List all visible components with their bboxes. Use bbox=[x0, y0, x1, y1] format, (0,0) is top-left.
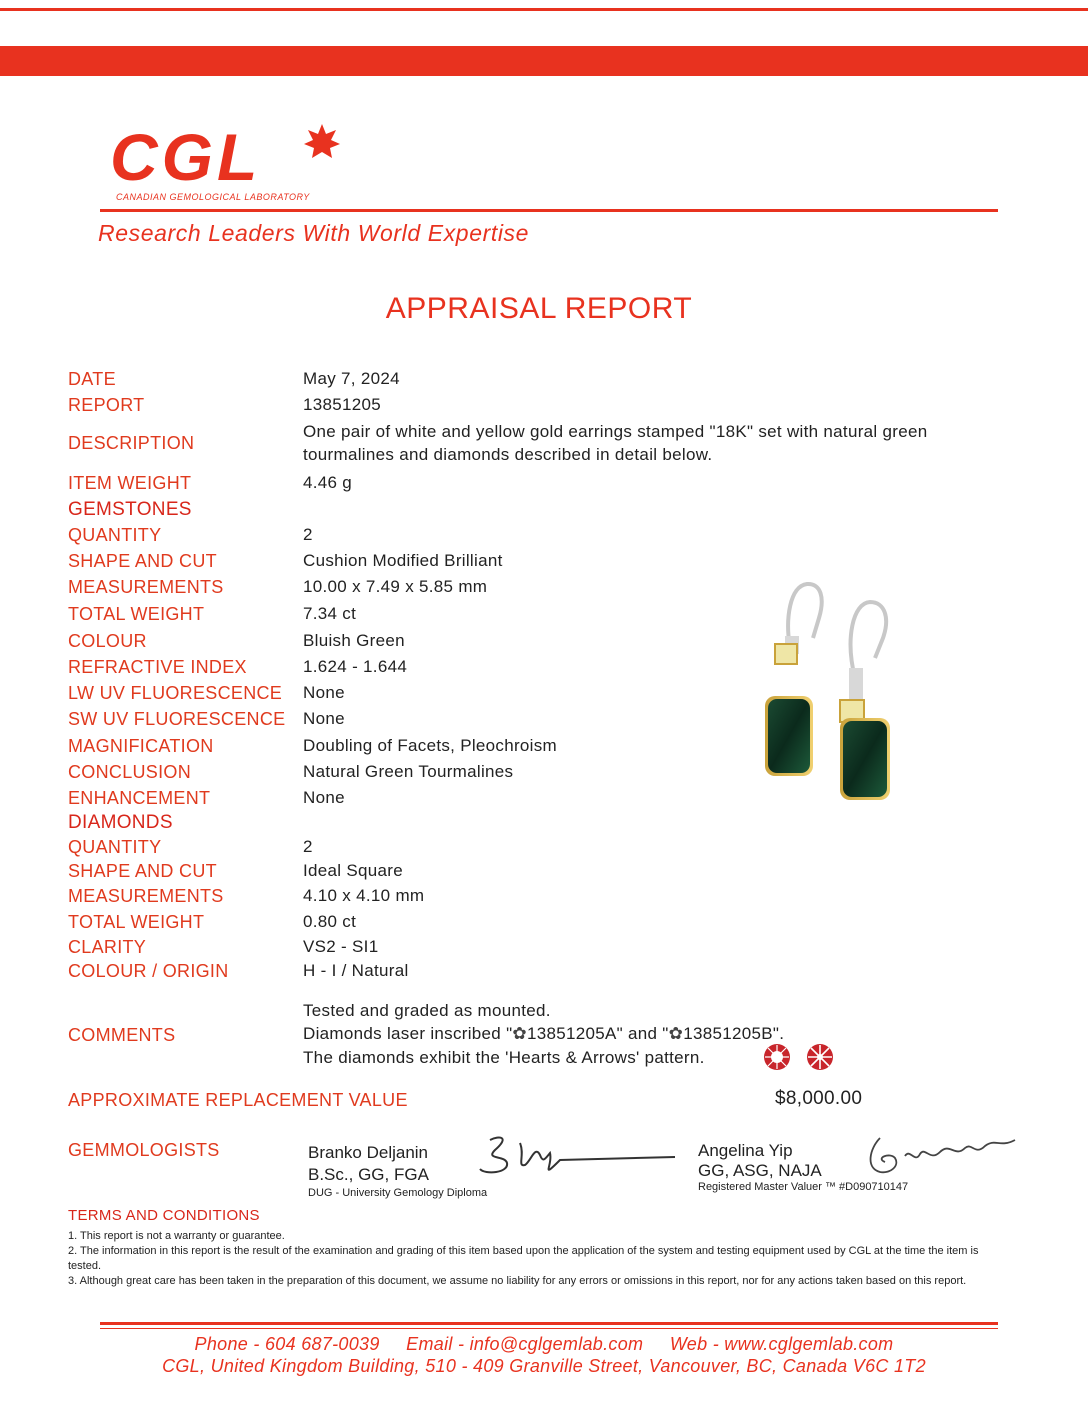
maple-leaf-icon: ✿ bbox=[512, 1024, 527, 1043]
signature-1 bbox=[465, 1125, 680, 1185]
footer-address: CGL, United Kingdom Building, 510 - 409 Granville Street, Vancouver, BC, Canada V6C 1T2 bbox=[162, 1356, 926, 1376]
comments-line-1: Tested and graded as mounted. bbox=[303, 1001, 551, 1020]
tagline: Research Leaders With World Expertise bbox=[98, 220, 530, 246]
terms-item-2: 2. The information in this report is the result of the examination and grading of this item based upon the application of the system and testing equipment used by CGL at the time the item is tested. bbox=[68, 1245, 979, 1272]
gemmologist-2-credentials: GG, ASG, NAJA bbox=[698, 1161, 822, 1180]
valuation-label: APPROXIMATE REPLACEMENT VALUE bbox=[68, 1090, 408, 1110]
gemmologist-2-name: Angelina Yip bbox=[698, 1141, 793, 1160]
comments-line-2 bbox=[303, 1024, 784, 1044]
gem-lwuv-label: LW UV FLUORESCENCE bbox=[68, 683, 283, 703]
inscription-suffix: ". bbox=[772, 1024, 785, 1043]
top-accent-line bbox=[0, 8, 1088, 11]
logo-text: CGL bbox=[110, 120, 262, 194]
footer-rule-bottom bbox=[100, 1328, 998, 1329]
diamonds-heading: DIAMONDS bbox=[68, 812, 173, 833]
dia-measurements-label: MEASUREMENTS bbox=[68, 886, 224, 906]
gem-magnification-value: Doubling of Facets, Pleochroism bbox=[303, 736, 558, 755]
logo-underline bbox=[100, 209, 998, 212]
gem-measurements-label: MEASUREMENTS bbox=[68, 577, 224, 597]
terms-heading: TERMS AND CONDITIONS bbox=[68, 1207, 260, 1224]
gem-measurements-value: 10.00 x 7.49 x 5.85 mm bbox=[303, 577, 488, 596]
item-weight-value: 4.46 g bbox=[303, 473, 353, 492]
gem-magnification-label: MAGNIFICATION bbox=[68, 736, 214, 756]
comments-label: COMMENTS bbox=[68, 1025, 176, 1045]
terms-item-1: 1. This report is not a warranty or guarantee. bbox=[68, 1230, 285, 1242]
gem-quantity-value: 2 bbox=[303, 525, 313, 544]
gem-enhancement-value: None bbox=[303, 788, 345, 807]
dia-clarity-value: VS2 - SI1 bbox=[303, 937, 379, 956]
dia-clarity-label: CLARITY bbox=[68, 937, 147, 957]
top-banner bbox=[0, 46, 1088, 76]
gem-colour-value: Bluish Green bbox=[303, 631, 405, 650]
footer-rule-top bbox=[100, 1322, 998, 1325]
dia-shape-value: Ideal Square bbox=[303, 861, 404, 880]
gem-total-weight-value: 7.34 ct bbox=[303, 604, 357, 623]
arrows-pattern-icon bbox=[807, 1044, 833, 1070]
gem-conclusion-value: Natural Green Tourmalines bbox=[303, 762, 514, 781]
maple-leaf-icon: ✿ bbox=[668, 1024, 684, 1043]
logo-subtitle: CANADIAN GEMOLOGICAL LABORATORY bbox=[116, 192, 310, 202]
inscription-prefix: Diamonds laser inscribed " bbox=[303, 1024, 513, 1043]
item-weight-label: ITEM WEIGHT bbox=[68, 473, 192, 493]
gem-conclusion-label: CONCLUSION bbox=[68, 762, 192, 782]
earrings-photo bbox=[745, 578, 905, 808]
inscription-mid: " and " bbox=[616, 1024, 669, 1043]
valuation-amount: $8,000.00 bbox=[775, 1088, 863, 1109]
gem-ri-label: REFRACTIVE INDEX bbox=[68, 657, 247, 677]
gemmologist-2-note: Registered Master Valuer ™ #D090710147 bbox=[698, 1181, 909, 1193]
gem-ri-value: 1.624 - 1.644 bbox=[303, 657, 408, 676]
description-label: DESCRIPTION bbox=[68, 433, 195, 453]
gem-lwuv-value: None bbox=[303, 683, 345, 702]
dia-colour-label: COLOUR / ORIGIN bbox=[68, 961, 229, 981]
dia-shape-label: SHAPE AND CUT bbox=[68, 861, 217, 881]
gem-shape-value: Cushion Modified Brilliant bbox=[303, 551, 503, 570]
description-line-2: tourmalines and diamonds described in detail below. bbox=[303, 445, 713, 464]
terms-item-3: 3. Although great care has been taken in the preparation of this document, we assume no liability for any errors or omissions in this report, nor for any actions taken based on this report. bbox=[68, 1275, 967, 1287]
gem-quantity-label: QUANTITY bbox=[68, 525, 162, 545]
gem-swuv-label: SW UV FLUORESCENCE bbox=[68, 709, 286, 729]
comments-line-3: The diamonds exhibit the 'Hearts & Arrows' pattern. bbox=[303, 1048, 705, 1067]
inscription-a: 13851205A bbox=[526, 1024, 617, 1043]
gem-colour-label: COLOUR bbox=[68, 631, 147, 651]
gemmologist-1-credentials: B.Sc., GG, FGA bbox=[308, 1165, 429, 1184]
dia-total-weight-label: TOTAL WEIGHT bbox=[68, 912, 205, 932]
maple-leaf-icon bbox=[304, 124, 340, 158]
hearts-pattern-icon bbox=[764, 1044, 790, 1070]
gem-swuv-value: None bbox=[303, 709, 345, 728]
dia-quantity-label: QUANTITY bbox=[68, 837, 162, 857]
gem-enhancement-label: ENHANCEMENT bbox=[68, 788, 211, 808]
footer-contact: Phone - 604 687-0039 Email - info@cglgemlab.com Web - www.cglgemlab.com bbox=[194, 1334, 894, 1354]
hearts-arrows-icons bbox=[763, 1043, 837, 1071]
report-label: REPORT bbox=[68, 395, 145, 415]
page-title: APPRAISAL REPORT bbox=[385, 292, 693, 325]
description-line-1: One pair of white and yellow gold earrings stamped "18K" set with natural green bbox=[303, 422, 928, 441]
date-value: May 7, 2024 bbox=[303, 369, 400, 388]
dia-quantity-value: 2 bbox=[303, 837, 313, 856]
gemmologist-1-note: DUG - University Gemology Diploma bbox=[308, 1187, 488, 1199]
gemmologists-label: GEMMOLOGISTS bbox=[68, 1140, 220, 1160]
inscription-b: 13851205B bbox=[683, 1024, 773, 1043]
report-value: 13851205 bbox=[303, 395, 382, 414]
dia-measurements-value: 4.10 x 4.10 mm bbox=[303, 886, 425, 905]
gem-total-weight-label: TOTAL WEIGHT bbox=[68, 604, 205, 624]
gemmologist-1-name: Branko Deljanin bbox=[308, 1143, 429, 1162]
gemstones-heading: GEMSTONES bbox=[68, 499, 192, 520]
dia-total-weight-value: 0.80 ct bbox=[303, 912, 357, 931]
date-label: DATE bbox=[68, 369, 116, 389]
dia-colour-value: H - I / Natural bbox=[303, 961, 409, 980]
signature-2 bbox=[860, 1128, 1025, 1180]
gem-shape-label: SHAPE AND CUT bbox=[68, 551, 217, 571]
